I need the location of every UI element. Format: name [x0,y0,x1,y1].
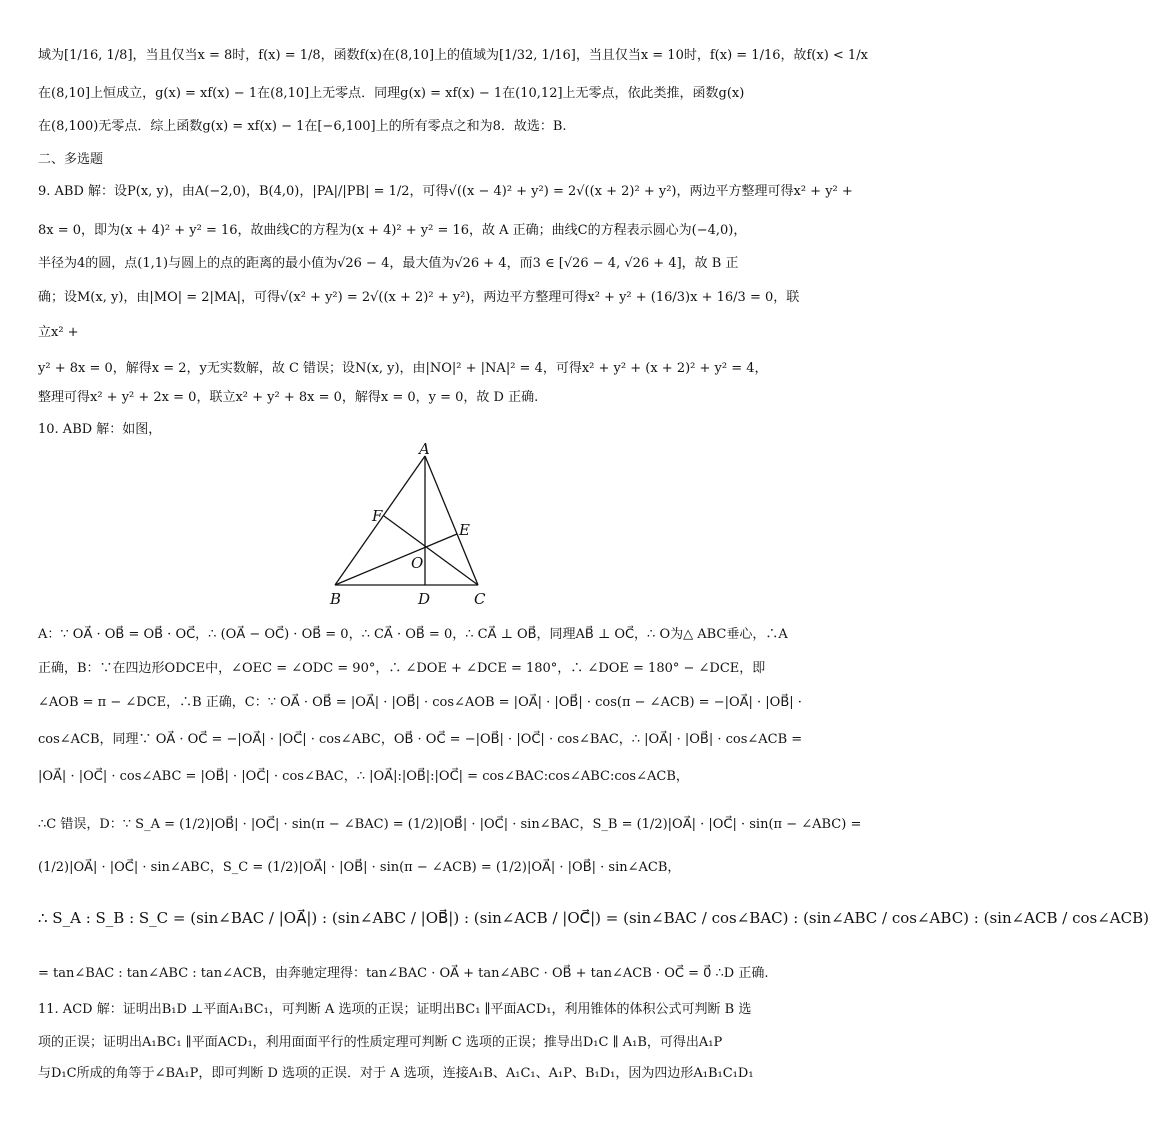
text-line: 半径为4的圆，点(1,1)与圆上的点的距离的最小值为√26 − 4，最大值为√26 + 4，而3 ∈ [√26 − 4, √26 + 4]，故 B 正 [38,256,739,271]
text-line: 域为[1/16, 1/8]，当且仅当x = 8时，f(x) = 1/8，函数f(x)在(8,10]上的值域为[1/32, 1/16]，当且仅当x = 10时，f(x) = 1/16，故f(x) < 1/x [38,48,868,63]
label-f: F [372,507,383,525]
text-line: y² + 8x = 0，解得x = 2，y无实数解，故 C 错误；设N(x, y)，由|NO|² + |NA|² = 4，可得x² + y² + (x + 2)² + y² = 4， [38,361,768,376]
label-c: C [474,590,486,608]
section-heading: 二、多选题 [38,152,104,167]
text-line: 确；设M(x, y)，由|MO| = 2|MA|，可得√(x² + y²) = 2√((x + 2)² + y²)，两边平方整理可得x² + y² + (16/3)x + 16/3 = 0，联 [38,290,800,305]
text-line: 10. ABD 解：如图， [38,422,162,437]
text-line: |OA⃗| · |OC⃗| · cos∠ABC = |OB⃗| · |OC⃗| · cos∠BAC，∴ |OA⃗|:|OB⃗|:|OC⃗| = cos∠BAC:cos∠ABC:cos∠ACB， [38,769,689,784]
text-line: 整理可得x² + y² + 2x = 0，联立x² + y² + 8x = 0，解得x = 0，y = 0，故 D 正确. [38,390,539,405]
text-line: 项的正误；证明出A₁BC₁ ∥平面ACD₁，利用面面平行的性质定理可判断 C 选项的正误；推导出D₁C ∥ A₁B，可得出A₁P [38,1035,723,1050]
label-d: D [418,590,431,608]
formula-line: ∴ S_A : S_B : S_C = (sin∠BAC / |OA⃗|) : (sin∠ABC / |OB⃗|) : (sin∠ACB / |OC⃗|) = (sin∠BAC / cos∠BAC) : (sin∠ABC / cos∠ABC) : (sin∠ACB / cos∠ACB) [38,909,1149,927]
text-line: 与D₁C所成的角等于∠BA₁P，即可判断 D 选项的正误．对于 A 选项，连接A₁B、A₁C₁、A₁P、B₁D₁，因为四边形A₁B₁C₁D₁ [38,1066,754,1081]
text-line: 立x² + [38,325,79,340]
text-line: (1/2)|OA⃗| · |OC⃗| · sin∠ABC，S_C = (1/2)|OA⃗| · |OB⃗| · sin(π − ∠ACB) = (1/2)|OA⃗| · |OB⃗| · sin∠ACB， [38,860,681,875]
label-b: B [330,590,342,608]
text-line: 9. ABD 解：设P(x, y)，由A(−2,0)，B(4,0)，|PA|/|PB| = 1/2，可得√((x − 4)² + y²) = 2√((x + 2)² + y²)，两边平方整理可得x² + y² + [38,184,853,199]
label-e: E [459,521,470,539]
text-line: = tan∠BAC : tan∠ABC : tan∠ACB，由奔驰定理得：tan∠BAC · OA⃗ + tan∠ABC · OB⃗ + tan∠ACB · OC⃗ = 0⃗ ∴D 正确. [38,966,769,981]
label-o: O [411,554,424,572]
label-a: A [419,440,430,458]
text-line: ∴C 错误，D：∵ S_A = (1/2)|OB⃗| · |OC⃗| · sin(π − ∠BAC) = (1/2)|OB⃗| · |OC⃗| · sin∠BAC，S_B = (1/2)|OA⃗| · |OC⃗| · sin(π − ∠ABC) = [38,817,862,832]
text-line: 在(8,10]上恒成立，g(x) = xf(x) − 1在(8,10]上无零点．同理g(x) = xf(x) − 1在(10,12]上无零点，依此类推，函数g(x) [38,86,745,101]
text-line: 在(8,100)无零点．综上函数g(x) = xf(x) − 1在[−6,100]上的所有零点之和为8．故选：B. [38,119,567,134]
text-line: 11. ACD 解：证明出B₁D ⊥平面A₁BC₁，可判断 A 选项的正误；证明出BC₁ ∥平面ACD₁，利用锥体的体积公式可判断 B 选 [38,1002,752,1017]
text-line: 正确，B：∵在四边形ODCE中，∠OEC = ∠ODC = 90°，∴ ∠DOE + ∠DCE = 180°，∴ ∠DOE = 180° − ∠DCE，即 [38,661,766,676]
text-line: ∠AOB = π − ∠DCE，∴B 正确，C：∵ OA⃗ · OB⃗ = |OA⃗| · |OB⃗| · cos∠AOB = |OA⃗| · |OB⃗| · cos(π − ∠ACB) = −|OA⃗| · |OB⃗| · [38,695,802,710]
triangle-figure [320,440,500,615]
text-line: cos∠ACB，同理∵ OA⃗ · OC⃗ = −|OA⃗| · |OC⃗| · cos∠ABC，OB⃗ · OC⃗ = −|OB⃗| · |OC⃗| · cos∠BAC，∴ |OA⃗| · |OB⃗| · cos∠ACB = [38,732,803,747]
text-line: A：∵ OA⃗ · OB⃗ = OB⃗ · OC⃗，∴ (OA⃗ − OC⃗) · OB⃗ = 0，∴ CA⃗ · OB⃗ = 0，∴ CA⃗ ⊥ OB⃗，同理AB⃗ ⊥ OC⃗，∴ O为△ ABC垂心，∴A [38,627,788,642]
text-line: 8x = 0，即为(x + 4)² + y² = 16，故曲线C的方程为(x + 4)² + y² = 16，故 A 正确；曲线C的方程表示圆心为(−4,0)， [38,223,747,238]
